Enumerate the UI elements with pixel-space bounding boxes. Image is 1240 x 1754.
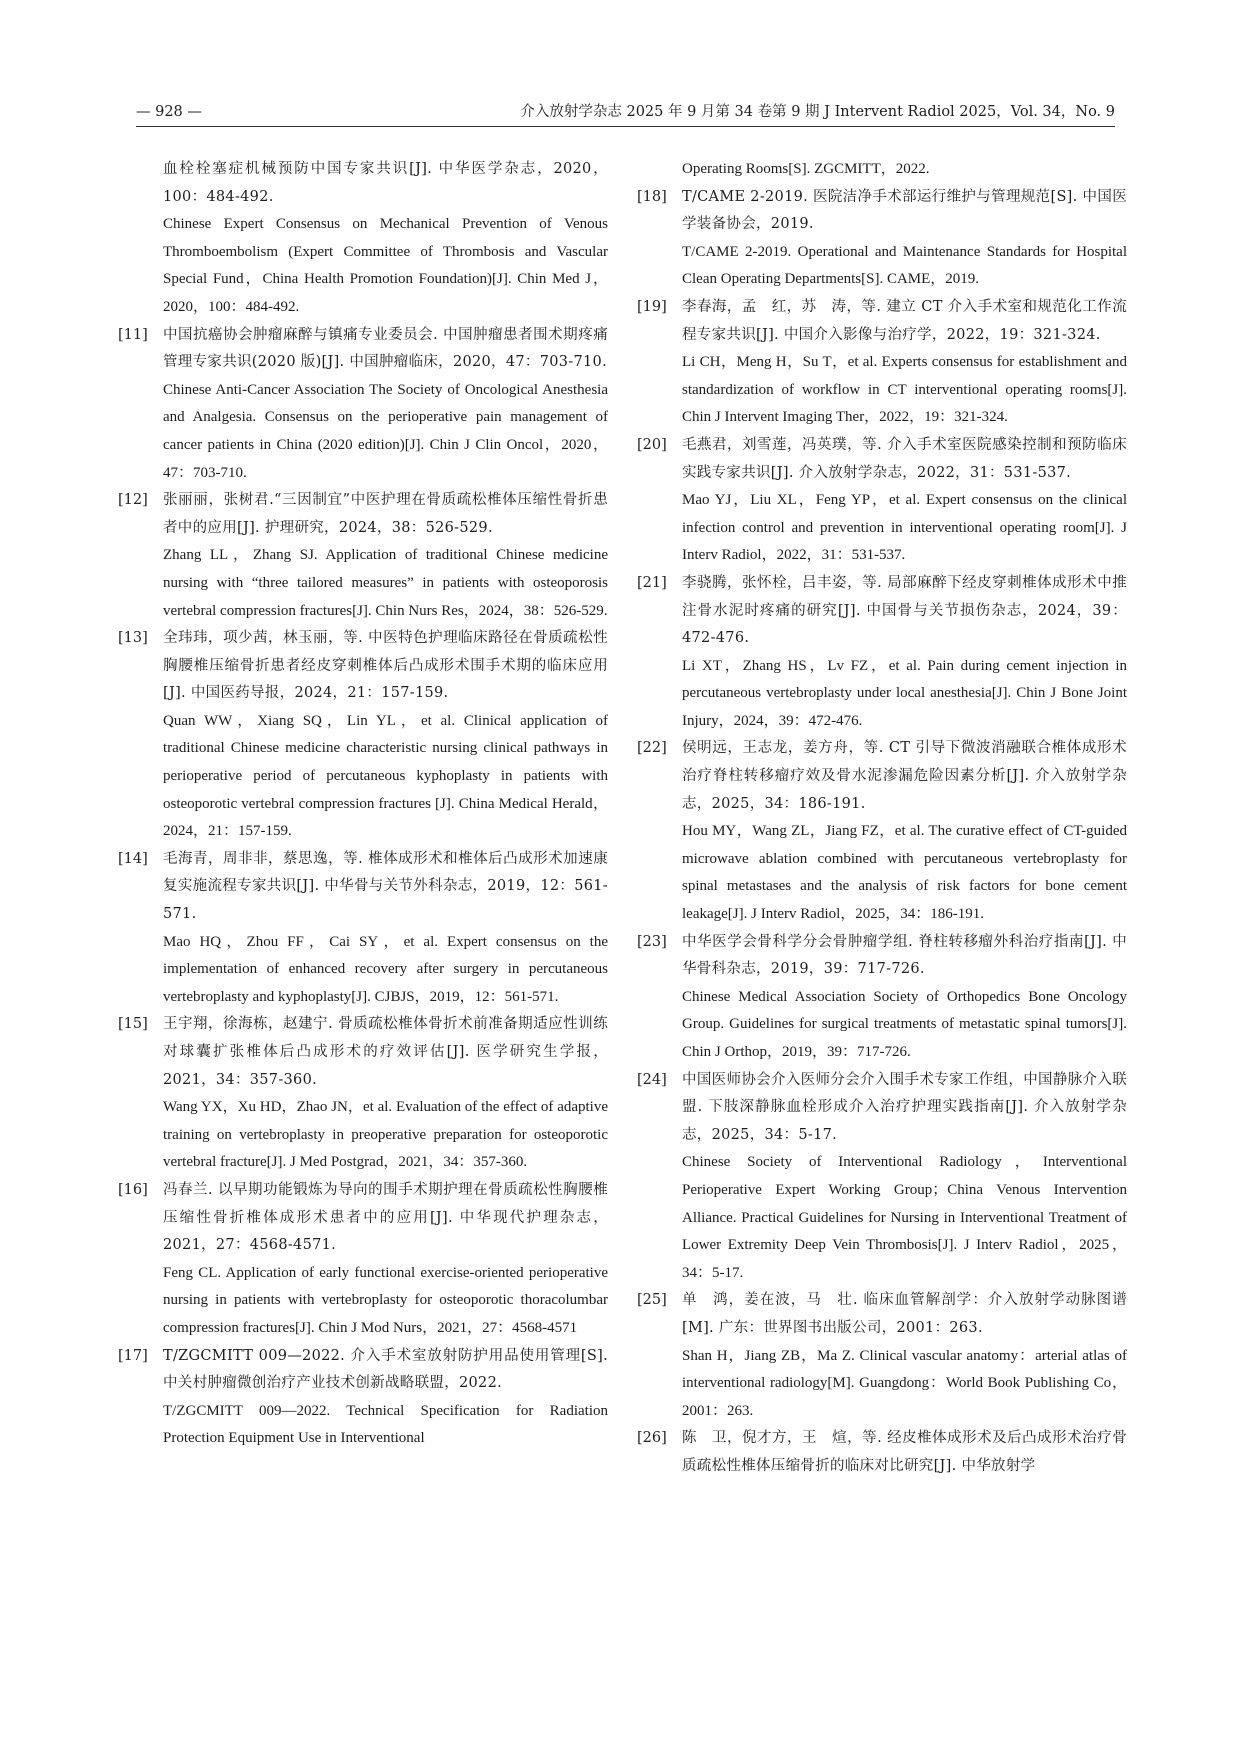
reference-entry [118,846,608,1012]
reference-number: [15] [118,1016,148,1033]
reference-text-english: Chinese Medical Association Society of Orthopedics Bone Oncology Group. Guidelines for surgical treatments of metastatic spinal tumors[J]. Chin J Orthop，2019，39：717-726. [682,988,1127,1060]
reference-entry [118,156,608,322]
journal-citation: 介入放射学杂志 2025 年 9 月第 34 卷第 9 期 J Intervent Radiol 2025，Vol. 34，No. 9 [520,104,1115,120]
reference-text-chinese: 中国抗癌协会肿瘤麻醉与镇痛专业委员会. 中国肿瘤患者围术期疼痛管理专家共识(2020 版)[J]. 中国肿瘤临床，2020，47：703-710. [163,326,608,371]
reference-text-english: Mao HQ，Zhou FF，Cai SY，et al. Expert consensus on the implementation of enhanced recovery after surgery in percutaneous vertebroplasty and kyphoplasty[J]. CJBJS，2019，12：561-571. [163,933,608,1005]
reference-text-english: Operating Rooms[S]. ZGCMITT，2022. [682,161,930,177]
reference-text-chinese: 王宇翔，徐海栋，赵建宁. 骨质疏松椎体骨折术前准备期适应性训练对球囊扩张椎体后凸成形术的疗效评估[J]. 医学研究生学报，2021，34：357-360. [163,1016,608,1088]
reference-number: [19] [637,298,667,315]
reference-text-english: Chinese Anti-Cancer Association The Society of Oncological Anesthesia and Analgesia. Consensus on the perioperative pain management of cancer patients in China (2020 edition)[J]. Chin J Clin Oncol，2020，47：703-710. [163,381,608,481]
reference-entry [637,1067,1127,1288]
reference-text-chinese: 中国医师协会介入医师分会介入围手术专家工作组，中国静脉介入联盟. 下肢深静脉血栓形成介入治疗护理实践指南[J]. 介入放射学杂志，2025，34：5-17. [682,1071,1127,1143]
reference-entry [637,929,1127,1067]
reference-number: [16] [118,1181,148,1198]
reference-text-english: Zhang LL，Zhang SJ. Application of traditional Chinese medicine nursing with “three tailored measures” in patients with osteoporosis vertebral compression fractures[J]. Chin Nurs Res，2024，38：526-529. [163,547,608,619]
reference-text-english: T/ZGCMITT 009—2022. Technical Specification for Radiation Protection Equipment Use in Interventional [163,1402,608,1447]
reference-entry [637,156,1127,184]
reference-entry [118,322,608,488]
reference-text-chinese: 全玮玮，项少茜，林玉丽，等. 中医特色护理临床路径在骨质疏松性胸腰椎压缩骨折患者经皮穿刺椎体后凸成形术围手术期的临床应用[J]. 中国医药导报，2024，21：157-159. [163,630,608,702]
reference-text-chinese: 血栓栓塞症机械预防中国专家共识[J]. 中华医学杂志，2020，100：484-492. [163,161,608,205]
reference-number: [12] [118,492,148,509]
reference-entry [118,1011,608,1177]
reference-text-chinese: 中华医学会骨科学分会骨肿瘤学组. 脊柱转移瘤外科治疗指南[J]. 中华骨科杂志，2019，39：717-726. [682,933,1127,978]
reference-number: [20] [637,436,667,453]
reference-text-chinese: 陈 卫，倪才方，王 煊，等. 经皮椎体成形术及后凸成形术治疗骨质疏松性椎体压缩骨折的临床对比研究[J]. 中华放射学 [682,1430,1127,1474]
page-number: — 928 — [136,104,202,120]
reference-number: [25] [637,1292,667,1309]
reference-text-english: Mao YJ，Liu XL，Feng YP，et al. Expert consensus on the clinical infection control and prevention in interventional operating room[J]. J Interv Radiol，2022，31：531-537. [682,492,1127,564]
reference-entry [118,1177,608,1343]
reference-number: [22] [637,740,667,757]
reference-number: [23] [637,933,667,950]
left-column [118,156,608,1453]
reference-text-chinese: 侯明远，王志龙，姜方舟，等. CT 引导下微波消融联合椎体成形术治疗脊柱转移瘤疗效及骨水泥渗漏危险因素分析[J]. 介入放射学杂志，2025，34：186-191. [682,740,1127,812]
reference-text-chinese: 单 鸿，姜在波，马 壮. 临床血管解剖学：介入放射学动脉图谱[M]. 广东：世界图书出版公司，2001：263. [682,1292,1127,1336]
reference-text-chinese: 冯春兰. 以早期功能锻炼为导向的围手术期护理在骨质疏松性胸腰椎压缩性骨折椎体成形术患者中的应用[J]. 中华现代护理杂志，2021，27：4568-4571. [163,1181,608,1254]
reference-entry [118,625,608,846]
reference-text-english: Hou MY，Wang ZL，Jiang FZ，et al. The curative effect of CT-guided microwave ablation combined with percutaneous vertebroplasty for spinal metastases and the analysis of risk factors for bone cement leakage[J]. J Interv Radiol，2025，34：186-191. [682,823,1127,923]
reference-text-chinese: 毛燕君，刘雪莲，冯英璞，等. 介入手术室医院感染控制和预防临床实践专家共识[J]. 介入放射学杂志，2022，31：531-537. [682,436,1127,481]
reference-number: [24] [637,1071,667,1088]
reference-number: [18] [637,188,667,205]
reference-entry [637,294,1127,432]
reference-entry [118,1343,608,1453]
reference-text-english: Shan H，Jiang ZB，Ma Z. Clinical vascular anatomy：arterial atlas of interventional radiology[M]. Guangdong：World Book Publishing Co，2001：263. [682,1347,1127,1419]
reference-number: [13] [118,630,148,647]
reference-text-chinese: T/ZGCMITT 009—2022. 介入手术室放射防护用品使用管理[S]. 中关村肿瘤微创治疗产业技术创新战略联盟，2022. [163,1347,608,1392]
reference-text-chinese: T/CAME 2-2019. 医院洁净手术部运行维护与管理规范[S]. 中国医学装备协会，2019. [682,188,1127,233]
reference-text-english: Chinese Expert Consensus on Mechanical Prevention of Venous Thromboembolism (Expert Committee of Thrombosis and Vascular Special Fund，China Health Promotion Foundation)[J]. Chin Med J，2020，100：484-492. [163,216,608,315]
reference-text-chinese: 李骁腾，张怀栓，吕丰姿，等. 局部麻醉下经皮穿刺椎体成形术中推注骨水泥时疼痛的研究[J]. 中国骨与关节损伤杂志，2024，39：472-476. [682,574,1127,647]
reference-text-english: Feng CL. Application of early functional exercise-oriented perioperative nursing in patients with vertebroplasty for osteoporotic thoracolumbar compression fractures[J]. Chin J Mod Nurs，2021，27：4568-4571 [163,1264,608,1336]
running-header [136,100,1115,127]
reference-entry [637,735,1127,928]
reference-text-chinese: 毛海青，周非非，蔡思逸，等. 椎体成形术和椎体后凸成形术加速康复实施流程专家共识[J]. 中华骨与关节外科杂志，2019，12：561-571. [163,850,608,923]
reference-entry [637,1425,1127,1480]
reference-text-english: Li XT，Zhang HS，Lv FZ，et al. Pain during cement injection in percutaneous vertebroplasty under local anesthesia[J]. Chin J Bone Joint Injury，2024，39：472-476. [682,657,1127,729]
reference-entry [637,432,1127,570]
reference-entry [637,570,1127,736]
reference-number: [26] [637,1430,667,1447]
reference-number: [11] [118,326,148,343]
reference-text-english: T/CAME 2-2019. Operational and Maintenance Standards for Hospital Clean Operating Departments[S]. CAME，2019. [682,243,1127,288]
reference-number: [17] [118,1347,148,1364]
reference-number: [21] [637,574,667,591]
reference-entry [637,184,1127,294]
reference-text-english: Wang YX，Xu HD，Zhao JN，et al. Evaluation of the effect of adaptive training on vertebroplasty in preoperative preparation for osteoporotic vertebral fracture[J]. J Med Postgrad，2021，34：357-360. [163,1099,608,1171]
reference-text-english: Li CH，Meng H，Su T，et al. Experts consensus for establishment and standardization of workflow in CT interventional operating rooms[J]. Chin J Intervent Imaging Ther，2022，19：321-324. [682,354,1127,426]
right-column [637,156,1127,1481]
reference-number: [14] [118,850,148,867]
reference-entry [118,487,608,625]
reference-entry [637,1287,1127,1425]
reference-text-english: Quan WW，Xiang SQ，Lin YL，et al. Clinical application of traditional Chinese medicine characteristic nursing clinical pathways in perioperative period of percutaneous kyphoplasty in patients with osteoporotic vertebral compression fractures [J]. China Medical Herald，2024，21：157-159. [163,712,608,840]
reference-text-chinese: 张丽丽，张树君.“三因制宜”中医护理在骨质疏松椎体压缩性骨折患者中的应用[J]. 护理研究，2024，38：526-529. [163,492,608,536]
reference-text-chinese: 李春海，孟 红，苏 涛，等. 建立 CT 介入手术室和规范化工作流程专家共识[J]. 中国介入影像与治疗学，2022，19：321-324. [682,298,1127,343]
reference-text-english: Chinese Society of Interventional Radiology，Interventional Perioperative Expert Working Group；China Venous Intervention Alliance. Practical Guidelines for Nursing in Interventional Treatment of Lower Extremity Deep Vein Thrombosis[J]. J Interv Radiol，2025，34：5-17. [682,1154,1127,1281]
